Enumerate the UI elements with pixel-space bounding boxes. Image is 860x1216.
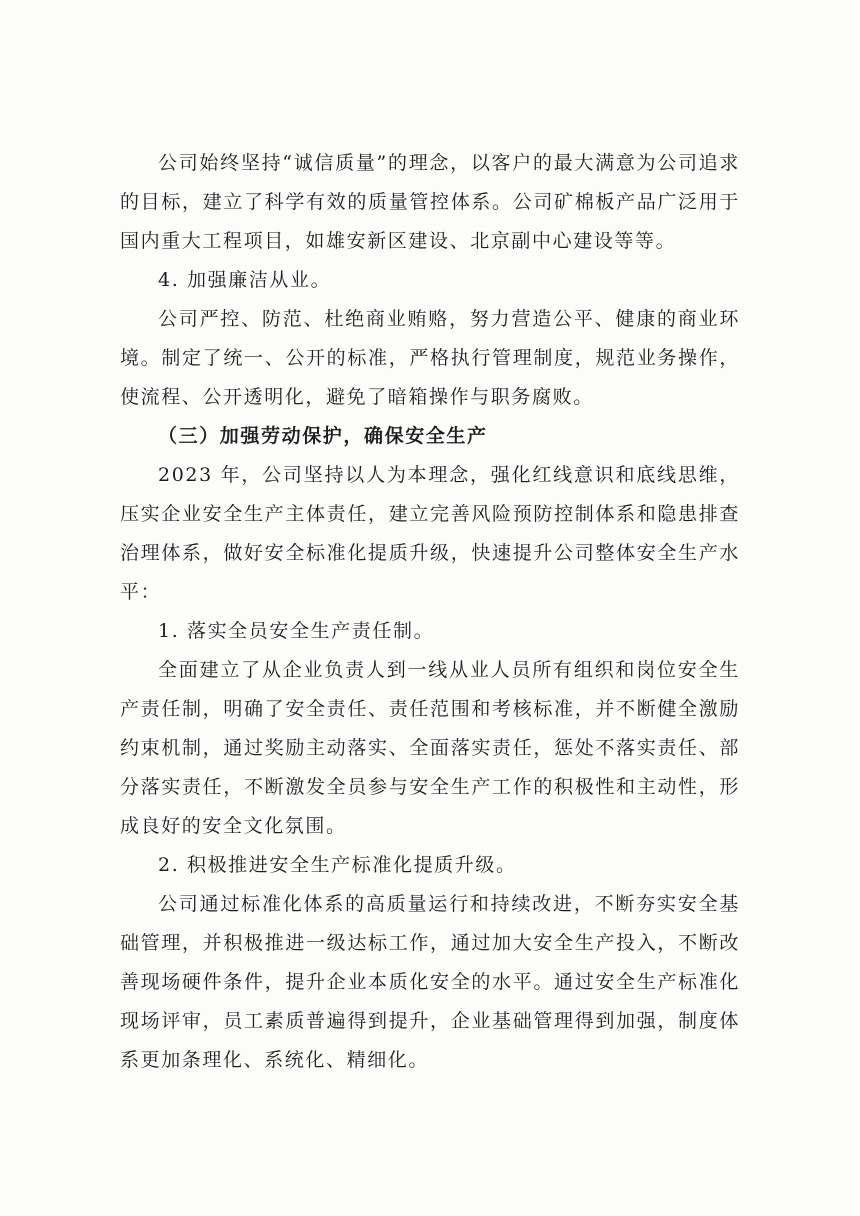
paragraph-safety-2023: 2023 年，公司坚持以人为本理念，强化红线意识和底线思维，压实企业安全生产主体责任，建立完善风险预防控制体系和隐患排查治理体系，做好安全标准化提质升级，快速提升公司整体安全生产水平：	[120, 464, 740, 603]
paragraph-responsibility-system: 全面建立了从企业负责人到一线从业人员所有组织和岗位安全生产责任制，明确了安全责任、责任范围和考核标准，并不断健全激励约束机制，通过奖励主动落实、全面落实责任，惩处不落实责任、部分落实责任，不断激发全员参与安全生产工作的积极性和主动性，形成良好的安全文化氛围。	[120, 659, 740, 837]
item-standardization: 2. 积极推进安全生产标准化提质升级。	[158, 854, 517, 876]
paragraph-quality-philosophy: 公司始终坚持“诚信质量”的理念，以客户的最大满意为公司追求的目标，建立了科学有效的质量管控体系。公司矿棉板产品广泛用于国内重大工程项目，如雄安新区建设、北京副中心建设等等。	[120, 152, 740, 252]
item-safety-responsibility: 1. 落实全员安全生产责任制。	[158, 620, 435, 642]
section-heading-labor-protection: （三）加强劳动保护，确保安全生产	[158, 425, 488, 447]
document-body	[120, 144, 740, 1080]
paragraph-anti-bribery: 公司严控、防范、杜绝商业贿赂，努力营造公平、健康的商业环境。制定了统一、公开的标准，严格执行管理制度，规范业务操作，使流程、公开透明化，避免了暗箱操作与职务腐败。	[120, 308, 740, 408]
paragraph-standardization: 公司通过标准化体系的高质量运行和持续改进，不断夯实安全基础管理，并积极推进一级达标工作，通过加大安全生产投入，不断改善现场硬件条件，提升企业本质化安全的水平。通过安全生产标准化现场评审，员工素质普遍得到提升，企业基础管理得到加强，制度体系更加条理化、系统化、精细化。	[120, 893, 740, 1071]
item-integrity: 4. 加强廉洁从业。	[158, 269, 332, 291]
